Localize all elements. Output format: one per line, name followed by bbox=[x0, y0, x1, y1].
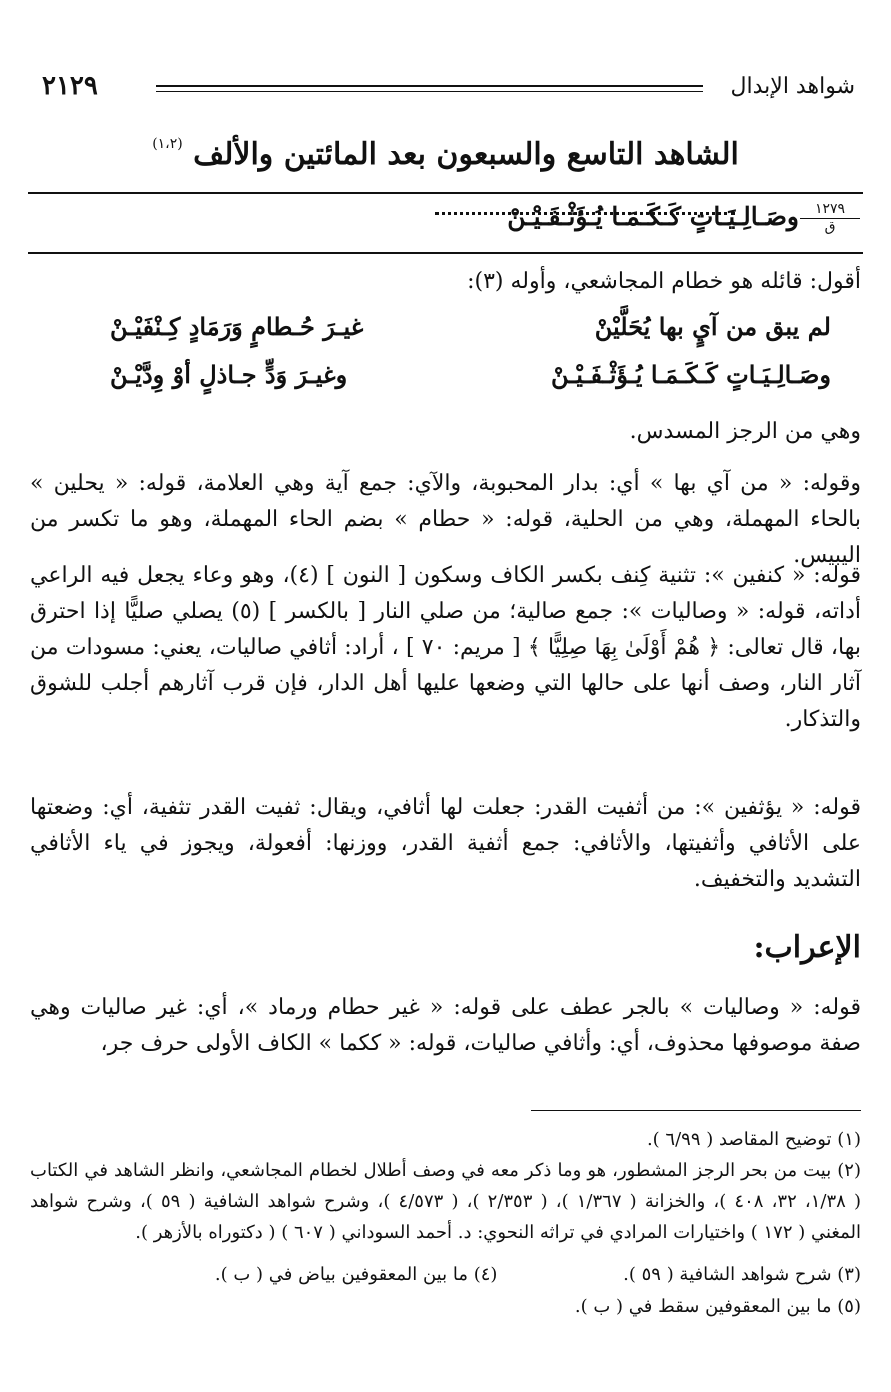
footnote-3: (٣) شرح شواهد الشافية ( ٥٩ ). bbox=[623, 1264, 861, 1285]
chapter-heading-text: الشاهد التاسع والسبعون بعد المائتين والألف bbox=[193, 137, 739, 172]
running-header-rule bbox=[156, 85, 703, 92]
footnote-5: (٥) ما بين المعقوفين سقط في ( ب ). bbox=[574, 1296, 861, 1317]
footnote-1: (١) توضيح المقاصد ( ٦/٩٩ ). bbox=[646, 1129, 861, 1150]
verse-rule bbox=[28, 252, 863, 254]
commentary-paragraph-1: وقوله: « من آي بها » أي: بدار المحبوبة، والآي: جمع آية وهي العلامة، قوله: « يحلين » بالحاء المهملة، وهي من الحلية، قوله: « حطام » بضم الحاء المهملة، وهو ما تكسر من اليبيس. bbox=[30, 471, 861, 568]
footnote-4: (٤) ما بين المعقوفين بياض في ( ب ). bbox=[214, 1264, 498, 1285]
footnotes-row bbox=[215, 1264, 861, 1285]
poem-line-2-second-half: وغيـرَ وَدٍّ جـاذلٍ أوْ وِدَّيْـنْ bbox=[110, 360, 348, 389]
verse-line: وصَـالِـيَـاتٍ كَـكَـمَـا يُـؤَثْـفَـيْـنْ bbox=[507, 202, 799, 231]
footnote-2: (٢) بيت من بحر الرجز المشطور، هو وما ذكر معه في وصف أطلال لخطام المجاشعي، وانظر الشاهد في الكتاب ( ١/٣٨، ٣٢، ٤٠٨ )، والخزانة ( ١/٣٦٧ )، ( ٢/٣٥٣ )، ( ٤/٥٧٣ )، وشرح شواهد الشافية ( ٥٩ )، وشرح شواهد المغني ( ١٧٢ ) واختيارات المرادي في تراثه النحوي: د. أحمد السوداني ( ٦٠٧ ) ( دكتوراه بالأزهر ). bbox=[30, 1160, 862, 1243]
poem-line-2-first-half: وصَـالِـيَـاتٍ كَـكَـمَـا يُـؤَثْـفَـيْـنْ bbox=[550, 360, 831, 389]
verse-number-label: ق bbox=[824, 219, 836, 235]
commentary-paragraph-2: قوله: « كنفين »: تثنية كِنف بكسر الكاف وسكون [ النون ] (٤)، وهو وعاء يجعل فيه الراعي أداته، قوله: « وصاليات »: جمع صالية؛ من صلي النار [ بالكسر ] (٥) يصلي صليًّا إذا احترق بها، قال تعالى: ﴿ هُمْ أَوْلَىٰ بِهَا صِلِيًّا ﴾ [ مريم: ٧٠ ] ، أراد: أثافي صاليات، يعني: مسودات من آثار النار، وصف أنها على حالها التي وضعها عليها أهل الدار، فإن قرب آثارهم أجلب للشوق والتذكار. bbox=[30, 563, 861, 732]
commentary-paragraph-3: قوله: « يؤثفين »: من أثفيت القدر: جعلت لها أثافي، ويقال: ثفيت القدر تثفية، أي: وضعتها على الأثافي وأثفيتها، والأثافي: جمع أثفية القدر، ووزنها: أفعولة، ويجوز في ياء الأثافي التشديد والتخفيف. bbox=[30, 795, 861, 892]
verse-dotted-line bbox=[435, 212, 735, 215]
verse-number bbox=[800, 201, 860, 235]
footnote-rule bbox=[531, 1110, 861, 1111]
meter-note: وهي من الرجز المسدس. bbox=[629, 419, 861, 444]
intro-paragraph: أقول: قائله هو خطام المجاشعي، وأوله (٣): bbox=[467, 269, 861, 294]
heading-footnote-ref: (١،٢) bbox=[152, 136, 183, 152]
irab-heading: الإعراب: bbox=[753, 930, 861, 965]
chapter-heading bbox=[60, 136, 831, 172]
poem-line-1-second-half: غيـرَ حُـطامٍ وَرَمَادٍ كِـنْفَيْـنْ bbox=[110, 312, 364, 341]
poem-line-1-first-half: لم يبق من آيٍ بها يُحَلَّيْنْ bbox=[594, 312, 831, 341]
running-header-title: شواهد الإبدال bbox=[730, 74, 855, 99]
running-header bbox=[42, 71, 855, 108]
verse-number-value: ١٢٧٩ bbox=[800, 201, 860, 219]
heading-rule bbox=[28, 192, 863, 194]
page-number: ٢١٢٩ bbox=[42, 71, 98, 101]
irab-paragraph: قوله: « وصاليات » بالجر عطف على قوله: « غير حطام ورماد »، أي: غير صاليات وهي صفة موصوفها محذوف، أي: وأثافي صاليات، قوله: « ككما » الكاف الأولى حرف جر، bbox=[30, 995, 861, 1056]
